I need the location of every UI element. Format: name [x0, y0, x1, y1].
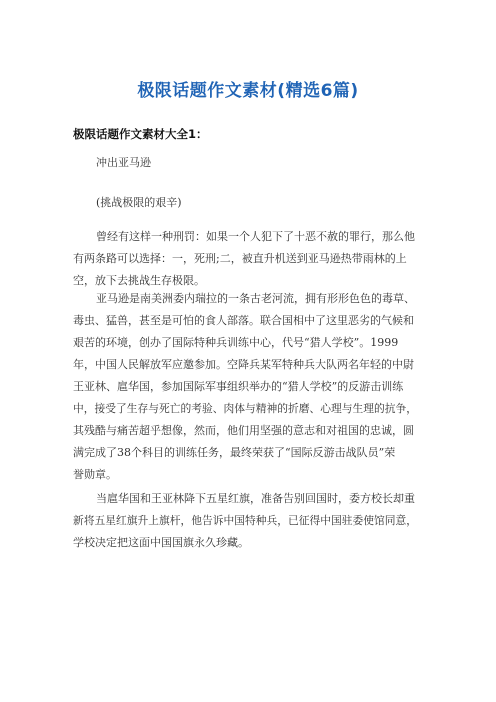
article-subtitle: (挑战极限的艰辛) — [96, 196, 182, 209]
paragraph-3 — [73, 488, 423, 554]
paragraph-2 — [73, 288, 423, 486]
paragraph-line: 新将五星红旗升上旗杆，他告诉中国特种兵，已征得中国驻委使馆同意， — [73, 514, 418, 527]
section-heading: 极限话题作文素材大全1： — [73, 127, 208, 141]
paragraph-line: 当扈华国和王亚林降下五星红旗，准备告别回国时，委方校长却重 — [96, 492, 415, 505]
paragraph-line: 亚马逊是南美洲委内瑞拉的一条古老河流，拥有形形色色的毒草、 — [96, 292, 415, 305]
paragraph-line: 誉勋章。 — [73, 468, 117, 481]
article-title: 冲出亚马逊 — [96, 156, 151, 169]
paragraph-line: 毒虫、猛兽，甚至是可怕的食人部落。联合国相中了这里恶劣的气候和 — [73, 314, 414, 327]
document-title: 极限话题作文素材(精选6篇) — [137, 81, 359, 101]
paragraph-line: 空，放下去挑战生存极限。 — [73, 274, 205, 287]
paragraph-line: 王亚林、扈华国，参加国际军事组织举办的“猎人学校”的反游击训练 — [73, 380, 404, 393]
paragraph-line: 满完成了38个科目的训练任务，最终荣获了“国际反游击战队员”荣 — [73, 446, 396, 459]
paragraph-line: 其残酷与痛苦超乎想像，然而，他们用坚强的意志和对祖国的忠诚，圆 — [73, 424, 414, 437]
paragraph-line: 有两条路可以选择：一，死刑;二，被直升机送到亚马逊热带雨林的上 — [73, 252, 407, 265]
paragraph-line: 曾经有这样一种刑罚：如果一个人犯下了十恶不赦的罪行，那么他 — [96, 230, 415, 243]
paragraph-line: 艰苦的环境，创办了国际特种兵训练中心，代号“猎人学校”。1999 — [73, 336, 399, 349]
paragraph-line: 年，中国人民解放军应邀参加。空降兵某军特种兵大队两名年轻的中尉 — [73, 358, 414, 371]
paragraph-line: 中，接受了生存与死亡的考验、肉体与精神的折磨、心理与生理的抗争， — [73, 402, 418, 415]
paragraph-line: 学校决定把这面中国国旗永久珍藏。 — [73, 536, 249, 549]
paragraph-1 — [73, 226, 423, 292]
